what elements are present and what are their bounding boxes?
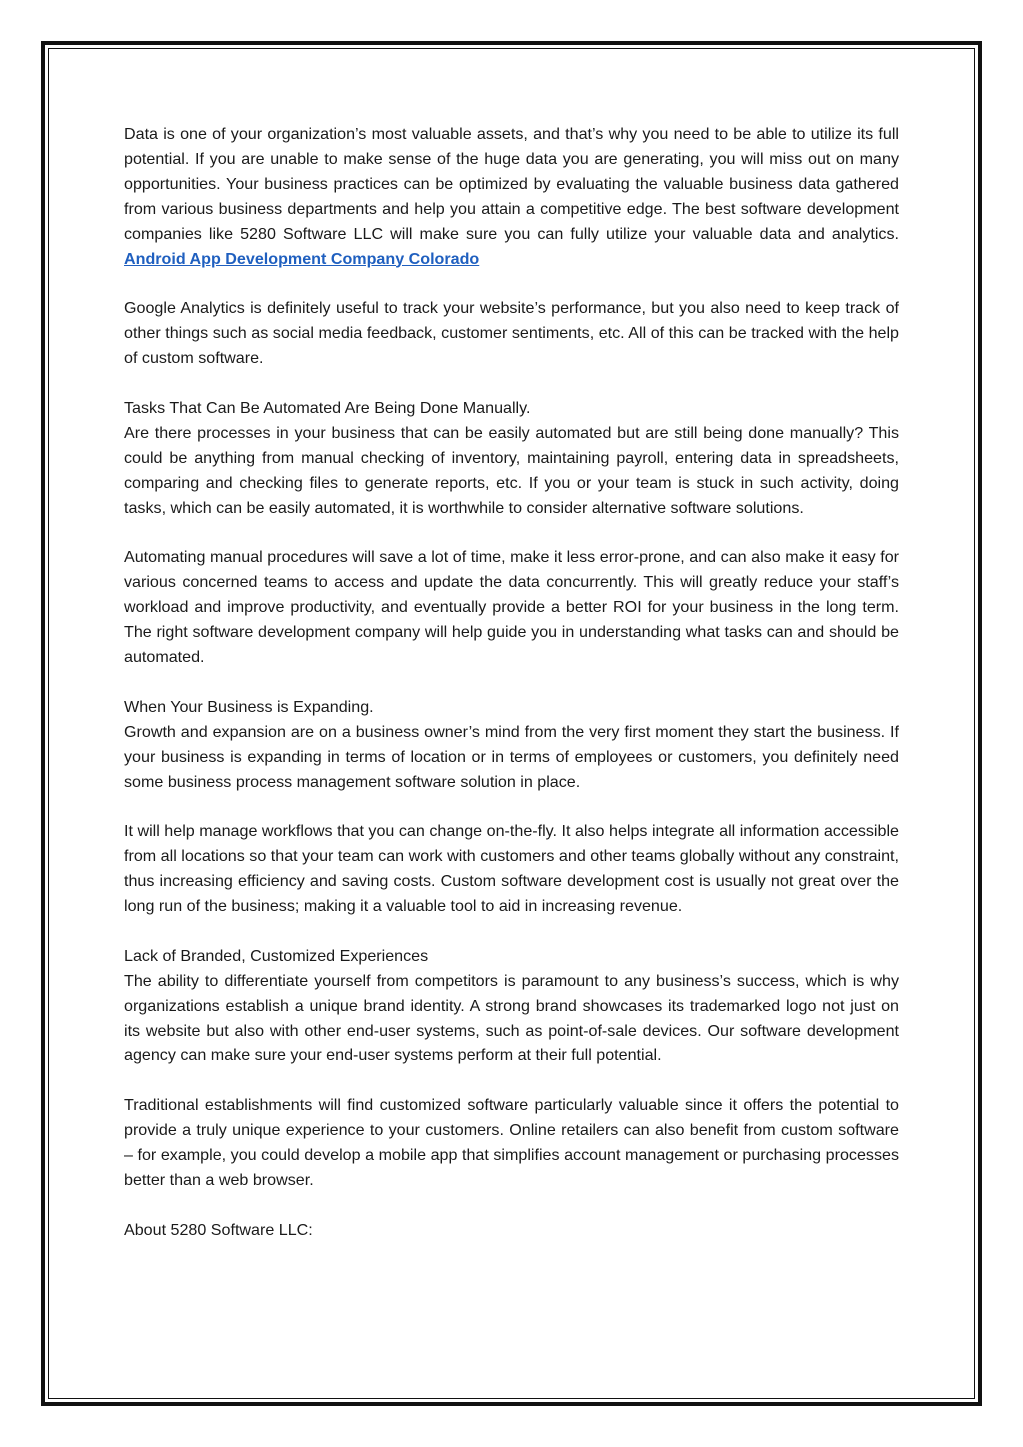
section-branded-experiences bbox=[124, 944, 899, 1069]
paragraph-text: About 5280 Software LLC: bbox=[124, 1220, 313, 1239]
section-tasks-automated bbox=[124, 396, 899, 521]
paragraph-text: The ability to differentiate yourself from competitors is paramount to any business’s success, which is why organizations establish a unique brand identity. A strong brand showcases its trademarked logo not just on its website but also with other end-user systems, such as point-of-sale devices. Our software development agency can make sure your end-user systems perform at their full potential. bbox=[124, 971, 899, 1065]
document-body bbox=[124, 122, 899, 1243]
paragraph-text: Are there processes in your business that can be easily automated but are still being done manually? This could be anything from manual checking of inventory, maintaining payroll, entering data in spreadsheets, comparing and checking files to generate reports, etc. If you or your team is stuck in such activity, doing tasks, which can be easily automated, it is worthwhile to consider alternative software solutions. bbox=[124, 423, 899, 517]
section-business-expanding bbox=[124, 695, 899, 795]
section-heading: Lack of Branded, Customized Experiences bbox=[124, 946, 429, 965]
paragraph-text: Automating manual procedures will save a lot of time, make it less error-prone, and can also make it easy for various concerned teams to access and update the data concurrently. This will greatly reduce your staff’s workload and improve productivity, and eventually provide a better ROI for your business in the long term. The right software development company will help guide you in understanding what tasks can and should be automated. bbox=[124, 548, 899, 666]
paragraph-text: It will help manage workflows that you can change on-the-fly. It also helps integrate all information accessible from all locations so that your team can work with customers and other teams globally without any constraint, thus increasing efficiency and saving costs. Custom software development cost is usually not great over the long run of the business; making it a valuable tool to aid in increasing revenue. bbox=[124, 822, 899, 916]
paragraph-google-analytics bbox=[124, 296, 899, 371]
paragraph-automating-procedures bbox=[124, 545, 899, 670]
paragraph-text: Google Analytics is definitely useful to track your website’s performance, but you also need to keep track of other things such as social media feedback, customer sentiments, etc. All of this can be tracked with the help of custom software. bbox=[124, 299, 899, 368]
section-heading: Tasks That Can Be Automated Are Being Done Manually. bbox=[124, 398, 531, 417]
paragraph-text: Growth and expansion are on a business owner’s mind from the very first moment they start the business. If your business is expanding in terms of location or in terms of employees or customers, you definitely need some business process management software solution in place. bbox=[124, 722, 899, 791]
paragraph-workflows bbox=[124, 819, 899, 919]
paragraph-traditional-establishments bbox=[124, 1093, 899, 1193]
section-heading: When Your Business is Expanding. bbox=[124, 697, 374, 716]
paragraph-text: Traditional establishments will find customized software particularly valuable since it offers the potential to provide a truly unique experience to your customers. Online retailers can also benefit from custom software – for example, you could develop a mobile app that simplifies account management or purchasing processes better than a web browser. bbox=[124, 1096, 899, 1189]
paragraph-data-value bbox=[124, 122, 899, 271]
paragraph-about-company bbox=[124, 1218, 899, 1243]
paragraph-text: Data is one of your organization’s most valuable assets, and that’s why you need to be able to utilize its full potential. If you are unable to make sense of the huge data you are generating, you will miss out on many opportunities. Your business practices can be optimized by evaluating the valuable business data gathered from various business departments and help you attain a competitive edge. The best software development companies like 5280 Software LLC will make sure you can fully utilize your valuable data and analytics. bbox=[124, 125, 899, 243]
android-app-development-link[interactable]: Android App Development Company Colorado bbox=[124, 249, 480, 268]
